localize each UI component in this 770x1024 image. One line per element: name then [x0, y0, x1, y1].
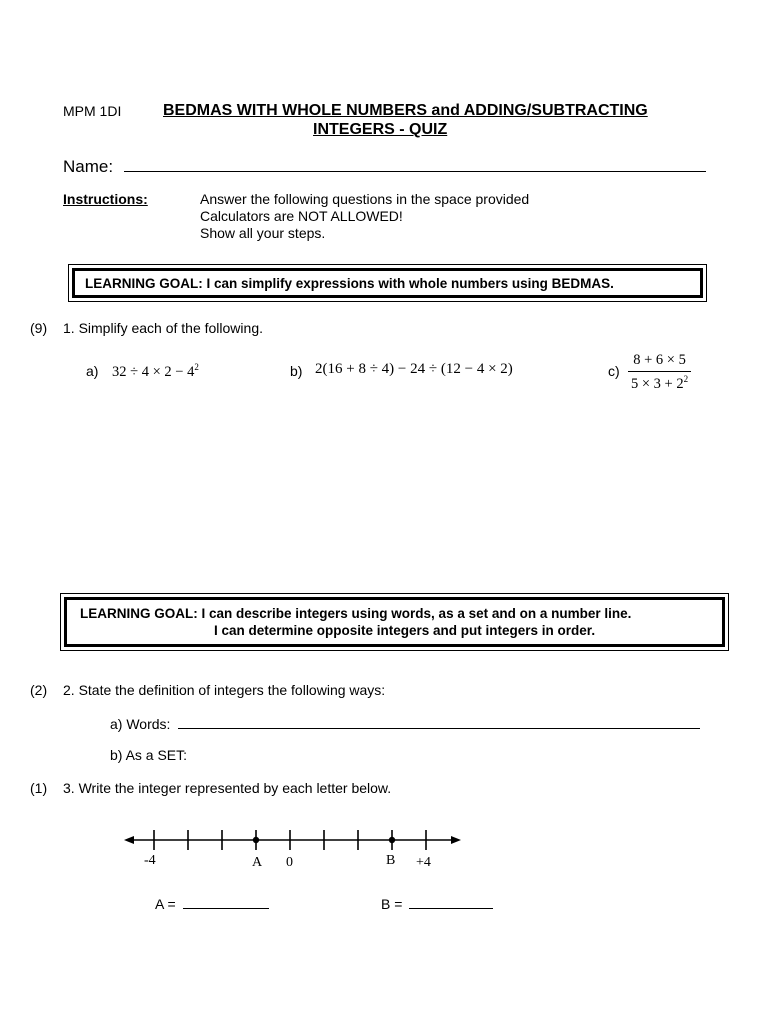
q3-answer-b-label: B = [381, 896, 403, 912]
q2a-label: a) Words: [110, 716, 171, 732]
q1a-exponent: 2 [194, 362, 199, 372]
number-line-label-zero: 0 [286, 855, 293, 870]
q1c-exponent: 2 [683, 374, 689, 384]
left-arrow-icon [124, 836, 134, 844]
q1b-label: b) [290, 363, 303, 379]
quiz-title-line2: INTEGERS - QUIZ [313, 121, 448, 138]
q3-answer-b-field[interactable] [409, 894, 493, 909]
instructions-label: Instructions: [63, 191, 148, 207]
number-line-point-a [253, 837, 259, 843]
q1-prompt: 1. Simplify each of the following. [63, 320, 263, 336]
quiz-title-line1: BEDMAS WITH WHOLE NUMBERS and ADDING/SUBTRACTING [163, 102, 648, 119]
q1a-label: a) [86, 363, 99, 379]
q3-marks: (1) [30, 780, 48, 796]
name-row [63, 155, 706, 177]
q1b-expression: 2(16 + 8 ÷ 4) − 24 ÷ (12 − 4 × 2) [315, 361, 513, 377]
number-line-label-b: B [386, 853, 396, 868]
q1c-label: c) [608, 363, 620, 379]
name-field[interactable] [124, 155, 706, 172]
number-line-label-minus4: -4 [144, 853, 156, 868]
q1c-denominator-row: $5 \times 3 + 2^2$ [631, 374, 689, 392]
q2a-answer-field[interactable] [178, 714, 700, 729]
number-line [120, 826, 470, 856]
learning-goal-box-2 [60, 593, 729, 651]
course-code: MPM 1DI [63, 103, 122, 119]
q1c-fraction [628, 352, 691, 393]
q1a-expression: $32 \div 4 \times 2 - 4^2$ [112, 362, 199, 380]
q3-answer-a-row [155, 894, 269, 912]
right-arrow-icon [451, 836, 461, 844]
instruction-line: Calculators are NOT ALLOWED! [200, 208, 403, 224]
q2b-label: b) As a SET: [110, 747, 188, 763]
learning-goal-2-line1: LEARNING GOAL: I can describe integers using words, as a set and on a number line. [80, 606, 632, 621]
q1-marks: (9) [30, 320, 48, 336]
learning-goal-box-1 [68, 264, 707, 302]
number-line-label-plus4: +4 [416, 855, 431, 870]
name-label: Name: [63, 157, 114, 176]
number-line-point-b [389, 837, 395, 843]
q3-answer-a-label: A = [155, 896, 176, 912]
instructions-list [200, 191, 529, 242]
q3-prompt: 3. Write the integer represented by each letter below. [63, 780, 392, 796]
q2-marks: (2) [30, 682, 48, 698]
q1c-numerator: 8 + 6 × 5 [628, 352, 691, 372]
q3-answer-a-field[interactable] [183, 894, 269, 909]
learning-goal-2-line2: I can determine opposite integers and put integers in order. [214, 623, 596, 638]
number-line-label-a: A [252, 855, 263, 870]
instruction-line: Answer the following questions in the space provided [200, 191, 530, 207]
q2a-row [110, 714, 700, 732]
q2-prompt: 2. State the definition of integers the following ways: [63, 682, 386, 698]
instruction-line: Show all your steps. [200, 225, 326, 241]
learning-goal-1-text: LEARNING GOAL: I can simplify expressions with whole numbers using BEDMAS. [85, 276, 614, 291]
q3-answer-b-row [381, 894, 493, 912]
